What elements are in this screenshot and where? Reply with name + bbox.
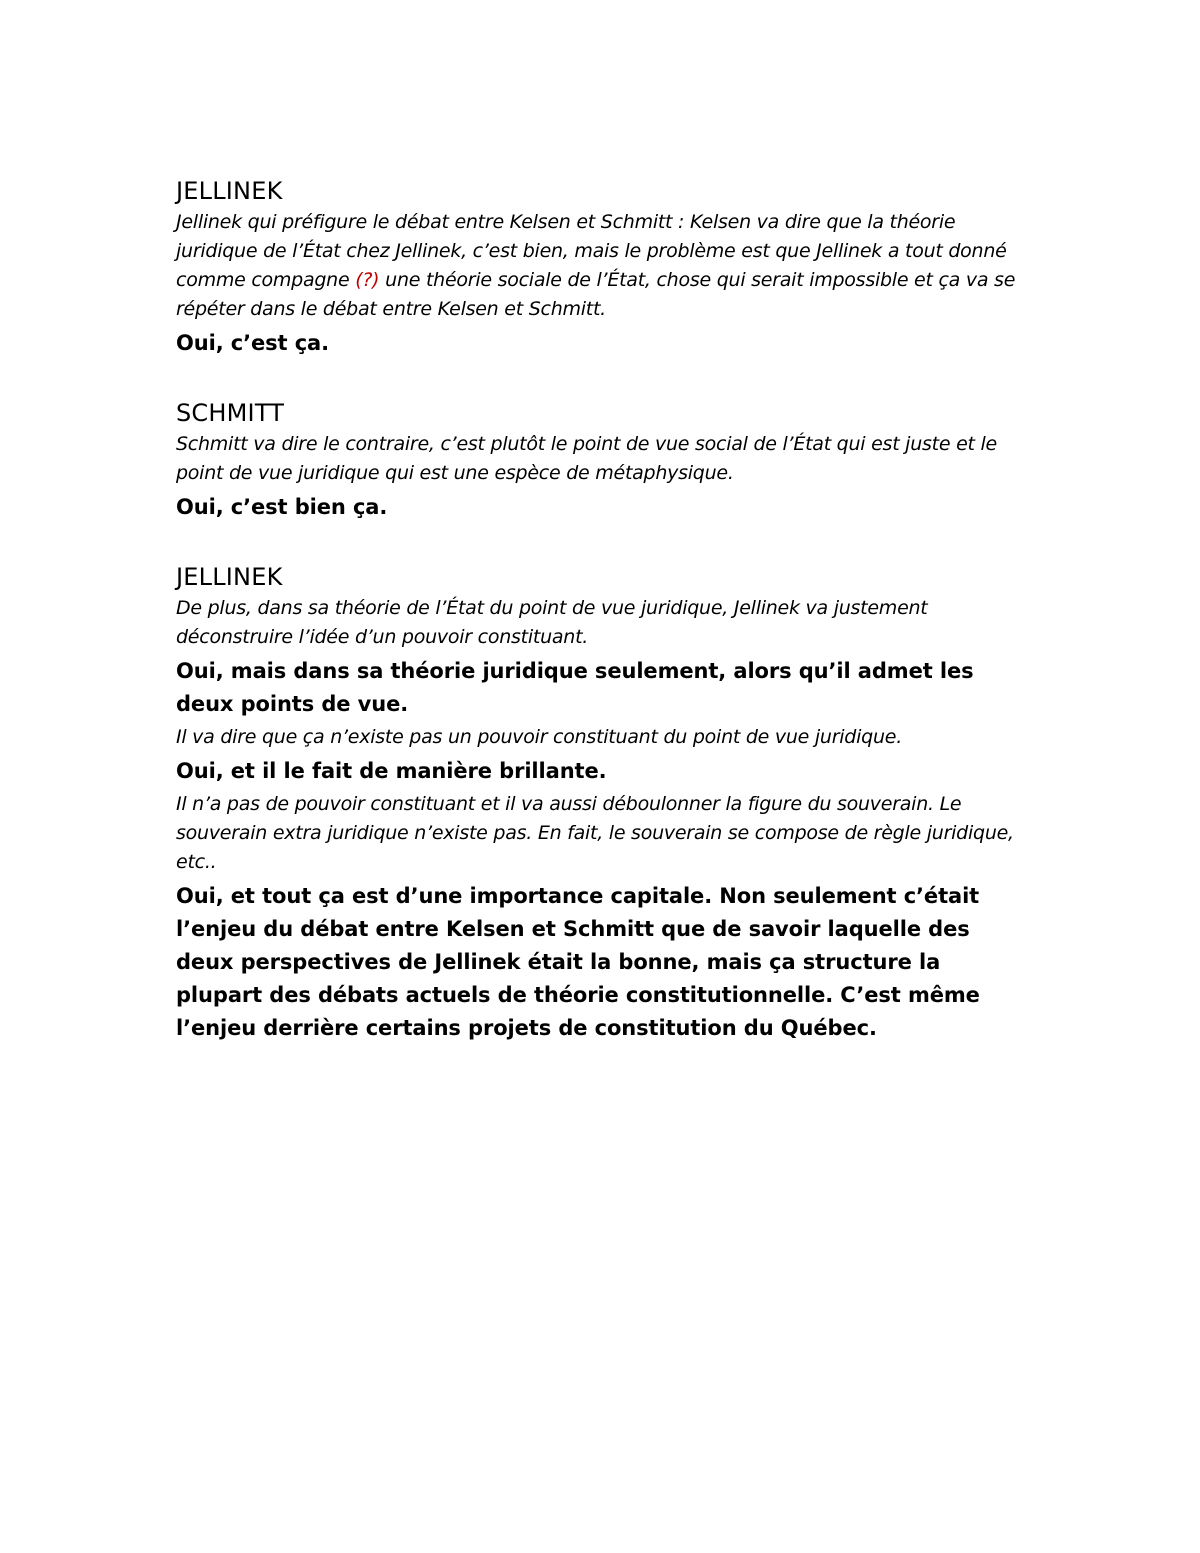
question-text: Il va dire que ça n’existe pas un pouvoir constituant du point de vue juridique.: [176, 726, 902, 748]
answer-text: Oui, et il le fait de manière brillante.: [176, 759, 607, 783]
document-body: [176, 176, 1026, 1083]
question-text: [176, 208, 1026, 324]
section-jellinek-1: [176, 176, 1026, 360]
answer-text: Oui, c’est bien ça.: [176, 495, 388, 519]
uncertainty-mark: (?): [355, 269, 380, 291]
section-schmitt: [176, 398, 1026, 524]
section-heading: SCHMITT: [176, 399, 285, 427]
answer-text: Oui, et tout ça est d’une importance capitale. Non seulement c’était l’enjeu du débat entre Kelsen et Schmitt que de savoir laquelle des deux perspectives de Jellinek était la bonne, mais ça structure la plupart des débats actuels de théorie constitutionnelle. C’est même l’enjeu derrière certains projets de constitution du Québec.: [176, 884, 980, 1040]
section-heading: JELLINEK: [176, 563, 283, 591]
question-text-part: Jellinek qui préfigure le débat entre Kelsen et Schmitt : Kelsen va dire que la théorie juridique de l’État chez Jellinek, c’est bien, mais le problème est que Jellinek a tout donné comme compagne: [176, 211, 1007, 291]
answer-text: Oui, c’est ça.: [176, 331, 330, 355]
question-text: De plus, dans sa théorie de l’État du point de vue juridique, Jellinek va justement déconstruire l’idée d’un pouvoir constituant.: [176, 597, 928, 648]
answer-text: Oui, mais dans sa théorie juridique seulement, alors qu’il admet les deux points de vue.: [176, 659, 974, 716]
question-text: Schmitt va dire le contraire, c’est plutôt le point de vue social de l’État qui est juste et le point de vue juridique qui est une espèce de métaphysique.: [176, 433, 997, 484]
question-text: Il n’a pas de pouvoir constituant et il va aussi déboulonner la figure du souverain. Le souverain extra juridique n’existe pas. En fait, le souverain se compose de règle juridique, etc..: [176, 793, 1014, 873]
section-heading: JELLINEK: [176, 177, 283, 205]
section-jellinek-2: [176, 562, 1026, 1045]
question-text-part: une théorie sociale de l’État, chose qui serait impossible et ça va se répéter dans le débat entre Kelsen et Schmitt.: [176, 269, 1016, 320]
